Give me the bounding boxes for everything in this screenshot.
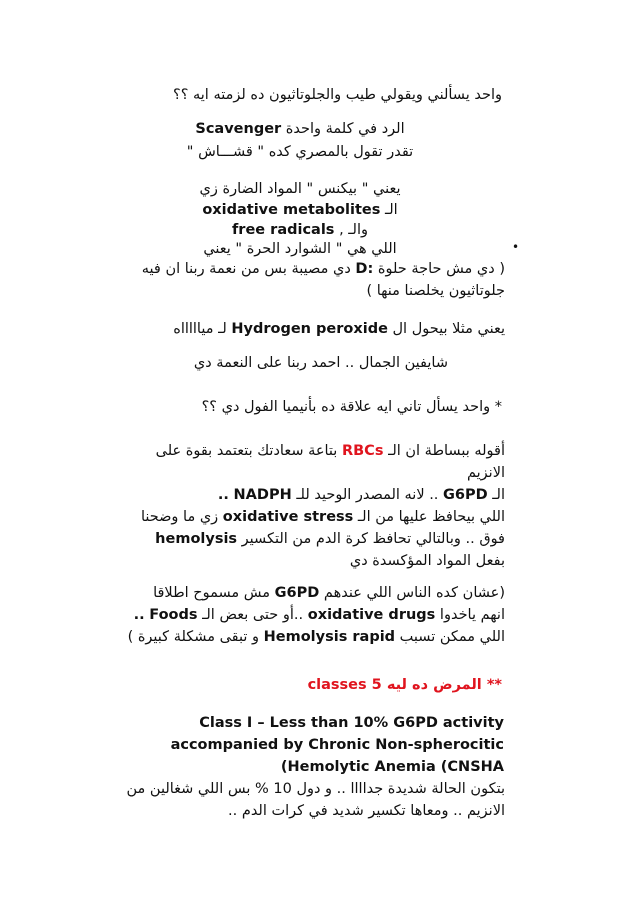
p2-line-2 — [134, 604, 505, 626]
p1-l3-c: .. — [217, 487, 229, 503]
answer-line-4-ar: الـ — [384, 202, 398, 218]
h2o2-b: لـ مياااااه — [173, 321, 227, 337]
nadph-term: NADPH — [233, 487, 292, 503]
p1-line-3 — [218, 484, 505, 506]
classes-heading-ar: المرض ده ليه — [386, 677, 482, 693]
p1-line-2: الانزيم — [466, 465, 505, 481]
oxidative-stress-term: oxidative stress — [222, 509, 354, 525]
question-2: * واحد يسأل تاني ايه علاقة ده بأنيميا الفول دي ؟؟ — [201, 399, 502, 415]
class1-line-5: الانزيم .. ومعاها تكسير شديد في كرات الدم .. — [228, 803, 505, 819]
classes-heading — [308, 674, 502, 696]
g6pd-term-2: G6PD — [274, 585, 320, 601]
rbcs-term: RBCs — [341, 443, 384, 459]
hydrogen-peroxide-line — [173, 318, 505, 340]
p1-line-5 — [155, 528, 505, 550]
p1-l5-a: فوق .. وبالتالي تحافظ كرة الدم من التكسير — [241, 531, 505, 547]
class1-line-1: Class I – Less than 10% G6PD activity — [199, 715, 504, 731]
class1-line-4: بتكون الحالة شديدة جداااا .. و دول 10 % بس اللي شغالين من — [126, 781, 505, 797]
hemolysis-rapid-term: Hemolysis rapid — [263, 629, 396, 645]
answer-line-5-ar: والـ , — [339, 222, 368, 238]
hemolysis-term: hemolysis — [155, 531, 238, 547]
p1-l1-a: أقوله ببساطة ان الـ — [388, 443, 505, 459]
class1-line-2: accompanied by Chronic Non-spherocitic — [170, 737, 504, 753]
classes-stars: ** — [486, 677, 502, 693]
hydrogen-peroxide-term: Hydrogen peroxide — [231, 321, 388, 337]
classes-heading-en: classes 5 — [307, 677, 382, 693]
p1-l4-b: زي ما وضحنا — [140, 509, 219, 525]
p2-l1-b: مش مسموح اطلاقا — [153, 585, 271, 601]
bullet-icon: • — [512, 240, 520, 254]
answer-line-7-a: ( دي مش حاجة حلوة — [377, 261, 505, 277]
emoticon-d: D: — [355, 261, 374, 277]
p1-l4-a: اللي بيحافظ عليها من الـ — [357, 509, 505, 525]
p1-line-4 — [141, 506, 505, 528]
answer-line-1-ar: الرد في كلمة واحدة — [285, 121, 405, 137]
p2-l3-b: و تبقى مشكلة كبيرة ) — [127, 629, 260, 645]
answer-line-4 — [100, 199, 500, 221]
p1-line-1 — [156, 440, 505, 462]
answer-line-2: تقدر تقول بالمصري كده " قشـــاش " — [186, 144, 414, 160]
p1-l3-a: الـ — [492, 487, 505, 503]
answer-line-6: اللي هي " الشوارد الحرة " يعني — [203, 241, 397, 257]
p1-l1-b: بتاعة سعادتك بتعتمد بقوة على — [155, 443, 338, 459]
answer-line-1 — [100, 118, 500, 140]
p2-line-1 — [153, 582, 505, 604]
question-1: واحد يسألني ويقولي طيب والجلوتاثيون ده لزمته ايه ؟؟ — [173, 87, 502, 103]
answer-line-7-b: دي مصيبة بس من نعمة ربنا ان فيه — [141, 261, 351, 277]
p2-l2-a: انهم ياخدوا — [439, 607, 505, 623]
oxidative-metabolites-term: oxidative metabolites — [202, 202, 381, 218]
p2-l1-a: (عشان كده الناس اللي عندهم — [323, 585, 505, 601]
oxidative-drugs-term: oxidative drugs — [307, 607, 436, 623]
p1-line-6: بفعل المواد المؤكسدة دي — [349, 553, 505, 569]
g6pd-term: G6PD — [443, 487, 488, 503]
h2o2-a: يعني مثلا بيحول ال — [392, 321, 505, 337]
p2-l2-b: ..أو حتى بعض الـ — [202, 607, 304, 623]
p1-l3-b: .. لانه المصدر الوحيد للـ — [296, 487, 439, 503]
p2-l2-c: .. — [133, 607, 145, 623]
thanks-line — [194, 352, 448, 374]
answer-line-3: يعني " بيكنس " المواد الضارة زي — [199, 181, 401, 197]
thanks-text: شايفين الجمال .. احمد ربنا على النعمة دي — [193, 355, 448, 371]
class1-line-3: (Hemolytic Anemia (CNSHA — [280, 759, 504, 775]
p2-l3-a: اللي ممكن تسبب — [399, 629, 505, 645]
foods-term: Foods — [149, 607, 198, 623]
p2-line-3 — [128, 626, 505, 648]
answer-line-7 — [142, 258, 505, 280]
scavenger-term: Scavenger — [195, 121, 282, 137]
answer-line-8: جلوتاثيون يخلصنا منها ) — [366, 283, 505, 299]
free-radicals-term: free radicals — [232, 222, 335, 238]
